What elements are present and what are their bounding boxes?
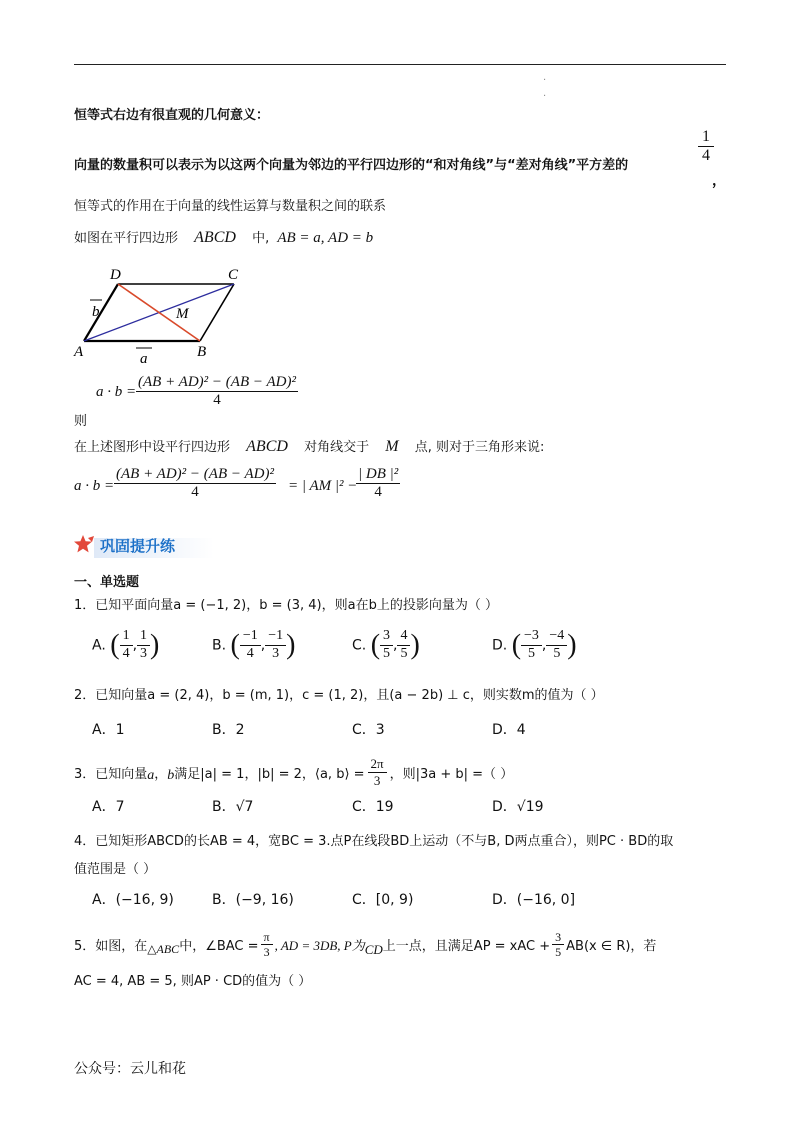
segment-cd: CD xyxy=(364,941,383,957)
vector-b-label: b xyxy=(92,304,100,320)
question-2-option-c[interactable]: C．3 xyxy=(352,722,385,738)
question-3-option-c[interactable]: C．19 xyxy=(352,799,394,815)
formula1-numerator: (AB + AD)² − (AB − AD)² xyxy=(138,374,296,390)
intro-line2: 向量的数量积可以表示为以这两个向量为邻边的平行四边形的“和对角线”与“差对角线”平方差的 xyxy=(74,158,629,173)
question-3-option-b[interactable]: B．√7 xyxy=(212,799,254,815)
question-4-option-c[interactable]: C．[0, 9) xyxy=(352,892,414,908)
vector-b: b xyxy=(167,768,175,784)
intro-line3: 恒等式的作用在于向量的线性运算与数量积之间的联系 xyxy=(74,199,387,214)
numerator: 1 xyxy=(120,628,133,646)
denominator: 5 xyxy=(383,645,391,661)
question-3-option-d[interactable]: D．√19 xyxy=(492,799,544,815)
formula1-denominator: 4 xyxy=(213,392,221,408)
text: AB(x ∈ R)，若 xyxy=(566,939,657,955)
formula2-frac2-numerator: | DB |² xyxy=(358,466,399,482)
fraction-numerator: 1 xyxy=(698,128,714,147)
option-label: A. xyxy=(92,637,106,654)
footer-text: 公众号：云儿和花 xyxy=(74,1061,186,1077)
question-2-option-d[interactable]: D．4 xyxy=(492,722,526,738)
question-3-stem xyxy=(74,756,513,788)
denominator: 4 xyxy=(246,645,254,661)
triangle-label: △ABC xyxy=(147,942,180,957)
question-4-option-d[interactable]: D．(−16, 0] xyxy=(492,892,576,908)
numerator: −1 xyxy=(240,628,261,646)
star-icon xyxy=(74,534,96,556)
question-1-option-b[interactable]: B. ( $\frac{-1}{4}$ , $\frac{-1}{3}$ ) xyxy=(212,628,296,661)
formula1-fraction xyxy=(136,374,298,409)
header-mark: . xyxy=(543,72,547,83)
section-title-text: 巩固提升练 xyxy=(100,536,176,555)
header-rule xyxy=(74,64,726,65)
numerator: 2π xyxy=(368,756,387,773)
text: ，则|3a + b| =（ ） xyxy=(389,766,514,782)
side-bc xyxy=(200,284,234,341)
denominator: 3 xyxy=(373,772,381,788)
paren: ( xyxy=(230,629,240,661)
formula2-fraction xyxy=(114,466,276,501)
denominator: 5 xyxy=(400,645,408,661)
formula2-frac2-denominator: 4 xyxy=(374,484,382,500)
question-1-option-d[interactable]: D. ( $\frac{-3}{5}$ , $\frac{-4}{5}$ ) xyxy=(492,628,577,661)
vertex-c-label: C xyxy=(228,267,239,283)
intro-line4 xyxy=(74,227,373,247)
vertex-a-label: A xyxy=(74,344,84,360)
denominator: 5 xyxy=(553,645,561,661)
question-5-stem xyxy=(74,930,656,960)
intro-comma: ， xyxy=(712,173,726,189)
option-label: C. xyxy=(352,637,367,654)
text: 上一点，且满足AP = xAC + xyxy=(382,939,551,955)
question-2-stem: 2．已知向量a = (2, 4)，b = (m, 1)，c = (1, 2)，且(a − 2b) ⊥ c，则实数m的值为（ ） xyxy=(74,688,604,703)
denominator: 5 xyxy=(527,645,535,661)
formula2-fraction2 xyxy=(356,466,400,501)
intro-line1: 恒等式右边有很直观的几何意义： xyxy=(74,108,270,123)
formula1-lhs: a · b = xyxy=(96,384,137,400)
vector-a-label: a xyxy=(140,351,148,367)
question-4-stem: 4．已知矩形ABCD的长AB = 4，宽BC = 3.点P在线段BD上运动（不与B, D两点重合），则PC · BD的取 xyxy=(74,834,674,849)
text: 点, 则对于三角形来说: xyxy=(414,440,545,455)
fraction-denominator: 4 xyxy=(702,147,710,164)
numerator: 4 xyxy=(397,628,410,646)
question-3-option-a[interactable]: A．7 xyxy=(92,799,125,815)
numerator: −4 xyxy=(546,628,567,646)
text: 在上述图形中设平行四边形 xyxy=(74,440,231,455)
vertex-b-label: B xyxy=(197,344,207,360)
text: ， xyxy=(154,766,168,782)
intro-fraction xyxy=(698,128,714,165)
question-1-option-c[interactable]: C. ( $\frac{3}{5}$ , $\frac{4}{5}$ ) xyxy=(352,628,420,661)
m-label: M xyxy=(385,438,399,455)
section-subtitle: 一、单选题 xyxy=(74,575,140,590)
formula2-lhs: a · b = xyxy=(74,478,115,494)
vector-definition: AB = a, AD = b xyxy=(277,230,374,246)
para2 xyxy=(74,436,544,456)
paren: ) xyxy=(150,629,160,661)
text: 对角线交于 xyxy=(304,440,370,455)
numerator: −1 xyxy=(265,628,286,646)
text: , AD = 3DB, P为 xyxy=(274,938,365,954)
question-1-stem: 1．已知平面向量a = (−1, 2)，b = (3, 4)，则a在b上的投影向量为（ ） xyxy=(74,598,498,613)
numerator: 1 xyxy=(137,628,150,646)
paren: ( xyxy=(110,629,120,661)
denominator: 4 xyxy=(122,645,130,661)
numerator: −3 xyxy=(521,628,542,646)
text: 如图在平行四边形 xyxy=(74,231,179,246)
question-2-option-a[interactable]: A．1 xyxy=(92,722,125,738)
side-ad xyxy=(84,284,118,341)
text: 满足|a| = 1，|b| = 2，⟨a, b⟩ = xyxy=(174,766,365,782)
option-label: D. xyxy=(492,637,508,654)
vector-a: a xyxy=(147,768,155,784)
denominator: 5 xyxy=(555,945,562,960)
paren: ) xyxy=(567,629,577,661)
text: 3．已知向量 xyxy=(74,766,148,782)
abcd-label: ABCD xyxy=(246,438,288,455)
vertex-d-label: D xyxy=(110,267,121,283)
paren: ) xyxy=(286,629,296,661)
paren: ( xyxy=(370,629,381,661)
numerator: 3 xyxy=(552,930,564,945)
denominator: 3 xyxy=(263,945,270,960)
denominator: 3 xyxy=(272,645,280,661)
paren: ( xyxy=(511,629,522,661)
formula2-denominator: 4 xyxy=(191,484,199,500)
parallelogram-figure xyxy=(72,262,250,370)
question-1-option-a[interactable]: A. ( $\frac{1}{4}$ , $\frac{1}{3}$ ) xyxy=(92,628,160,661)
question-2-option-b[interactable]: B．2 xyxy=(212,722,245,738)
question-4-option-b[interactable]: B．(−9, 16) xyxy=(212,892,294,908)
midpoint-m-label: M xyxy=(176,306,189,322)
numerator: 3 xyxy=(380,628,393,646)
question-4-option-a[interactable]: A．(−16, 9) xyxy=(92,892,174,908)
question-5-stem-cont: AC = 4, AB = 5, 则AP · CD的值为（ ） xyxy=(74,974,312,989)
formula2-numerator: (AB + AD)² − (AB − AD)² xyxy=(116,466,274,482)
numerator: π xyxy=(261,930,273,945)
paren: ) xyxy=(410,629,420,661)
abcd-label: ABCD xyxy=(194,229,236,246)
section-title xyxy=(74,534,175,556)
text: 5．如图，在 xyxy=(74,939,148,955)
question-4-stem-cont: 值范围是（ ） xyxy=(74,862,157,877)
formula2-mid: = | AM |² − xyxy=(288,478,358,494)
option-label: B. xyxy=(212,637,227,654)
formula1-then: 则 xyxy=(74,414,88,429)
header-mark: . xyxy=(543,88,547,99)
text: 中, xyxy=(252,231,270,246)
text: 中，∠BAC = xyxy=(179,939,259,955)
denominator: 3 xyxy=(140,645,148,661)
